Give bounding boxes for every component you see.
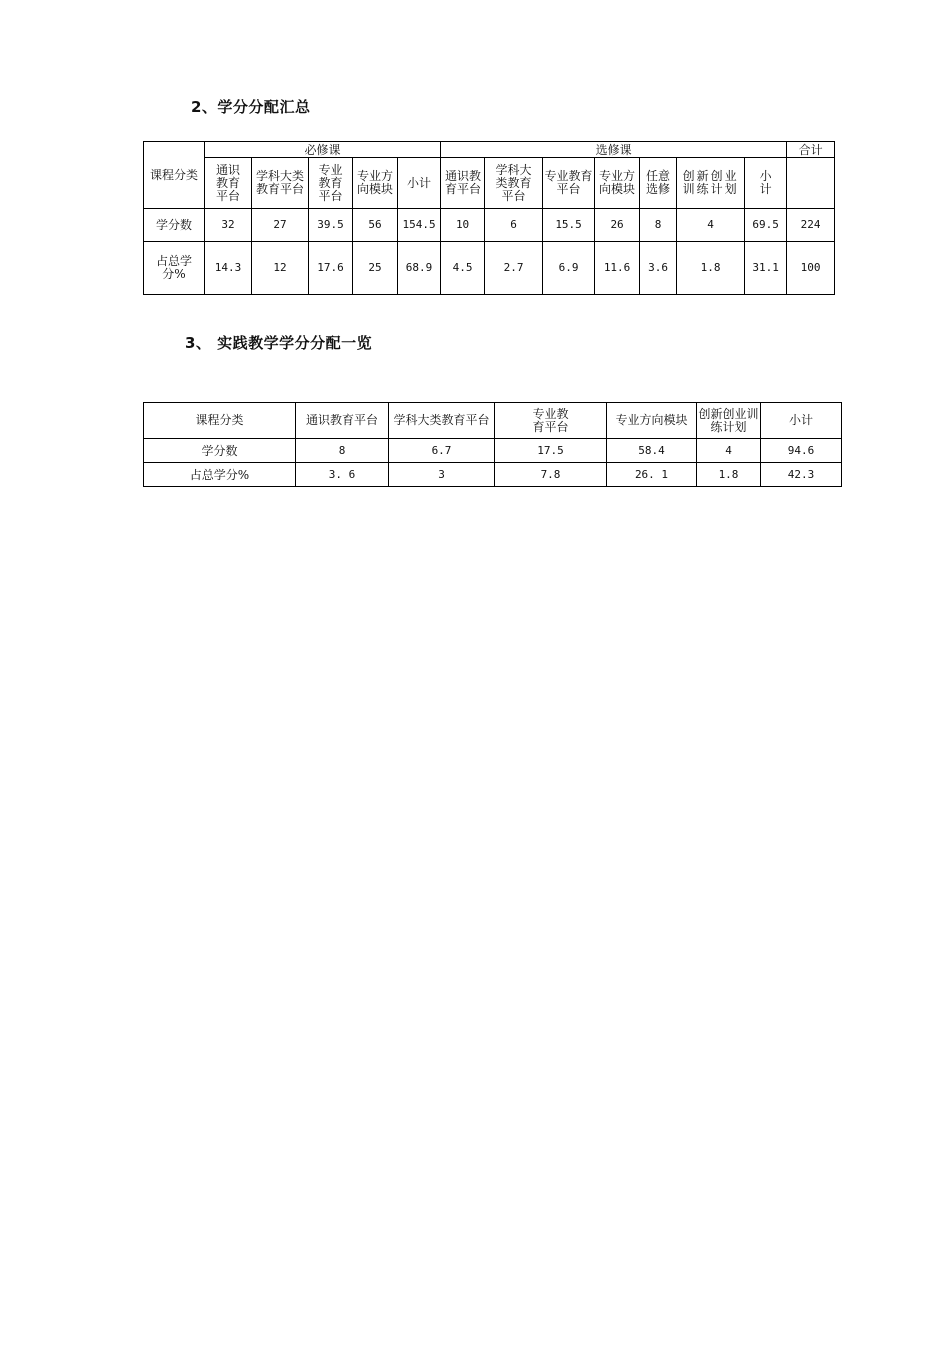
table-cell: 26. 1 bbox=[607, 463, 697, 487]
row-label: 占总学分% bbox=[144, 242, 205, 295]
row-label: 学分数 bbox=[144, 209, 205, 242]
column-header: 小计 bbox=[398, 158, 441, 209]
table-cell: 4.5 bbox=[441, 242, 485, 295]
table-cell: 27 bbox=[252, 209, 309, 242]
column-header bbox=[787, 158, 835, 209]
row-label: 占总学分% bbox=[144, 463, 296, 487]
table-cell: 17.5 bbox=[495, 439, 607, 463]
table-cell: 42.3 bbox=[761, 463, 842, 487]
table-cell: 6 bbox=[485, 209, 543, 242]
table-cell: 4 bbox=[697, 439, 761, 463]
total-group-header: 合计 bbox=[787, 142, 835, 158]
table-cell: 39.5 bbox=[309, 209, 353, 242]
row-label: 学分数 bbox=[144, 439, 296, 463]
table-cell: 8 bbox=[640, 209, 677, 242]
table-cell: 4 bbox=[677, 209, 745, 242]
column-header: 创新创业训练计划 bbox=[697, 403, 761, 439]
table-cell: 68.9 bbox=[398, 242, 441, 295]
table-cell: 14.3 bbox=[205, 242, 252, 295]
table-row bbox=[144, 463, 842, 487]
section-3-title: 3、 实践教学学分分配一览 bbox=[185, 334, 373, 352]
table-row bbox=[144, 209, 835, 242]
table-cell: 6.9 bbox=[543, 242, 595, 295]
table-row bbox=[144, 242, 835, 295]
table-cell: 32 bbox=[205, 209, 252, 242]
table-cell: 7.8 bbox=[495, 463, 607, 487]
table-cell: 2.7 bbox=[485, 242, 543, 295]
table-cell: 3 bbox=[389, 463, 495, 487]
table-cell: 11.6 bbox=[595, 242, 640, 295]
table-cell: 15.5 bbox=[543, 209, 595, 242]
column-header: 专业方向模块 bbox=[595, 158, 640, 209]
table-cell: 26 bbox=[595, 209, 640, 242]
table-cell: 100 bbox=[787, 242, 835, 295]
table-cell: 94.6 bbox=[761, 439, 842, 463]
table-cell: 3.6 bbox=[640, 242, 677, 295]
column-header: 小计 bbox=[761, 403, 842, 439]
table-cell: 25 bbox=[353, 242, 398, 295]
section-2-title: 2、学分分配汇总 bbox=[191, 98, 311, 116]
table-cell: 17.6 bbox=[309, 242, 353, 295]
required-group-header: 必修课 bbox=[205, 142, 441, 158]
column-header: 专业教育平台 bbox=[543, 158, 595, 209]
credit-summary-table bbox=[143, 141, 835, 295]
table-cell: 224 bbox=[787, 209, 835, 242]
elective-group-header: 选修课 bbox=[441, 142, 787, 158]
column-header: 通识教育平台 bbox=[205, 158, 252, 209]
table-cell: 56 bbox=[353, 209, 398, 242]
column-header: 学科大类教育平台 bbox=[389, 403, 495, 439]
column-header: 专业教育平台 bbox=[309, 158, 353, 209]
column-header: 学科大类教育平台 bbox=[485, 158, 543, 209]
table-row bbox=[144, 439, 842, 463]
table-cell: 8 bbox=[296, 439, 389, 463]
column-header: 专业教育平台 bbox=[495, 403, 607, 439]
column-header: 小计 bbox=[745, 158, 787, 209]
table-cell: 154.5 bbox=[398, 209, 441, 242]
table-cell: 12 bbox=[252, 242, 309, 295]
table-cell: 6.7 bbox=[389, 439, 495, 463]
table-cell: 3. 6 bbox=[296, 463, 389, 487]
practice-credit-table bbox=[143, 402, 842, 487]
column-header: 通识教育平台 bbox=[296, 403, 389, 439]
table-cell: 31.1 bbox=[745, 242, 787, 295]
table-cell: 69.5 bbox=[745, 209, 787, 242]
row-header-cell: 课程分类 bbox=[144, 403, 296, 439]
column-header: 专业方向模块 bbox=[353, 158, 398, 209]
table-cell: 1.8 bbox=[697, 463, 761, 487]
column-header: 创新创业训练计划 bbox=[677, 158, 745, 209]
table-cell: 58.4 bbox=[607, 439, 697, 463]
column-header: 任意选修 bbox=[640, 158, 677, 209]
table-cell: 1.8 bbox=[677, 242, 745, 295]
table-cell: 10 bbox=[441, 209, 485, 242]
column-header: 学科大类教育平台 bbox=[252, 158, 309, 209]
column-header: 通识教育平台 bbox=[441, 158, 485, 209]
row-header-cell: 课程分类 bbox=[144, 142, 205, 209]
column-header: 专业方向模块 bbox=[607, 403, 697, 439]
